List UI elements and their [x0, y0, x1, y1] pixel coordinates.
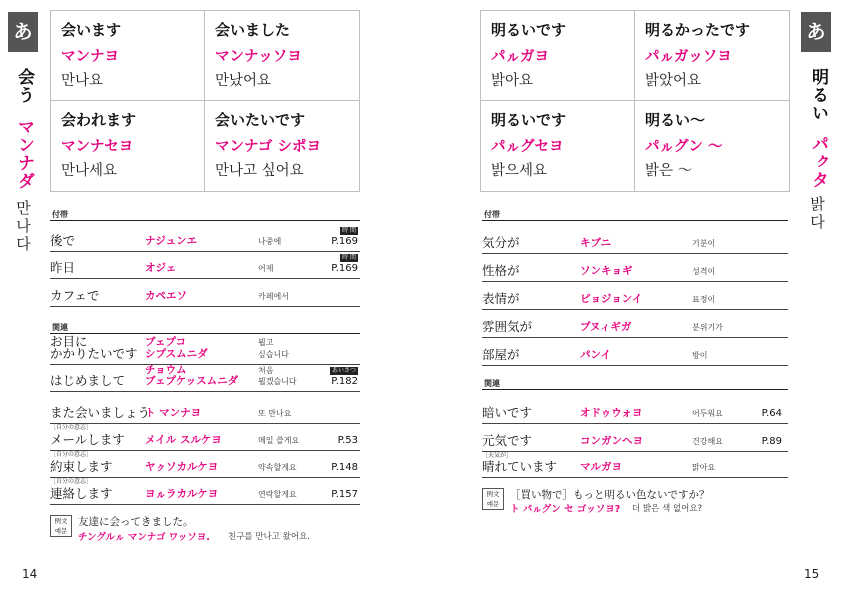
item-ja: 約束します	[50, 459, 113, 474]
item-ja: また会いましょう	[50, 405, 151, 420]
list-item	[482, 398, 788, 424]
left-fuutai-heading: 付帯	[52, 210, 68, 219]
grid-kana: マンナッソヨ	[215, 49, 302, 65]
item-ko: 어제	[258, 264, 274, 273]
grid-cell	[51, 11, 205, 101]
item-kana: ピョジョンイ	[580, 293, 643, 305]
example-icon	[50, 515, 72, 537]
context-tag: ［天気が］	[482, 452, 513, 459]
page-reference[interactable]: P.148	[331, 462, 358, 473]
example-label: 例文	[486, 490, 500, 498]
item-ja: お目に	[50, 334, 88, 349]
item-ko: 또 만나요	[258, 409, 292, 418]
grid-cell	[205, 11, 359, 101]
grid-cell	[481, 101, 635, 191]
grid-ko: 만나세요	[61, 163, 118, 179]
item-ja: カフェで	[50, 288, 100, 303]
item-kana: ソンキョギ	[580, 265, 633, 277]
item-ko: 카페에서	[258, 292, 289, 301]
right-headword-ja: 明るい	[808, 68, 828, 122]
grid-ja: 明るい〜	[645, 111, 706, 129]
example-ja: ［買い物で］もっと明るい色ないですか？	[510, 489, 710, 501]
item-kana: パンイ	[580, 349, 611, 361]
item-kana: シプスムニダ	[145, 348, 208, 360]
context-tag: ［自分の意志］	[50, 424, 93, 431]
example-kana: チングルㇽ マンナゴ ワッソヨ.	[78, 532, 210, 543]
context-tag: ［自分の意志］	[50, 478, 93, 485]
grid-kana: パㇽガッソヨ	[645, 49, 732, 65]
list-item	[482, 284, 788, 310]
left-conjugation-grid	[50, 10, 360, 192]
page-number: 14	[22, 567, 38, 581]
grid-ko: 만나고 싶어요	[215, 163, 304, 179]
item-kana: オジェ	[145, 262, 177, 274]
page-reference[interactable]: P.182	[331, 376, 358, 387]
grid-kana: マンナセヨ	[61, 139, 134, 155]
grid-ja: 会いたいです	[215, 111, 306, 129]
list-item	[482, 452, 788, 478]
example-ko: 친구를 만나고 왔어요.	[228, 532, 311, 542]
right-headword-kana: パㇰタ	[808, 135, 828, 189]
right-headword-ko: 밝다	[808, 196, 826, 232]
item-kana: マルガヨ	[580, 461, 622, 473]
item-ja: 性格が	[482, 263, 520, 278]
item-ja: 雰囲気が	[482, 319, 533, 334]
item-kana: ブェプコ	[145, 336, 186, 348]
left-headword-ko: 만나다	[14, 200, 32, 254]
right-conjugation-grid	[480, 10, 790, 192]
item-ja: 表情が	[482, 291, 520, 306]
example-ja: 友達に会ってきました。	[78, 516, 194, 528]
list-item	[482, 256, 788, 282]
item-ko: 기분이	[692, 239, 716, 248]
item-kana: コンガンヘヨ	[580, 435, 643, 447]
item-kana: ナジュンエ	[145, 235, 198, 247]
item-ko: 뵙겠습니다	[258, 377, 297, 386]
category-badge: 時 間	[342, 254, 356, 261]
grid-cell	[51, 101, 205, 191]
context-tag: ［自分の意志］	[50, 451, 93, 458]
list-item	[50, 253, 360, 279]
item-ko: 메일 쓸게요	[258, 436, 300, 445]
category-badge: あいさつ	[331, 367, 356, 374]
item-ja: 暗いです	[482, 405, 533, 420]
grid-kana: パㇽガヨ	[491, 49, 549, 65]
grid-cell	[205, 101, 359, 191]
item-ja: 後で	[50, 233, 76, 248]
item-kana: ヨㇽラカルケヨ	[145, 488, 219, 500]
grid-ko: 만났어요	[215, 73, 272, 89]
item-ja: 晴れています	[482, 459, 558, 474]
item-ko: 약속할게요	[258, 463, 297, 472]
item-ja: 気分が	[482, 235, 520, 250]
category-badge: 時 間	[342, 227, 356, 234]
example-ko: 더 밝은 색 없어요?	[632, 504, 703, 514]
grid-kana: パㇽグン 〜	[645, 139, 723, 155]
list-item	[50, 364, 360, 392]
list-item	[482, 228, 788, 254]
item-kana: ヤㇰソカルケヨ	[145, 461, 219, 473]
divider	[50, 333, 360, 334]
item-ko: 표정이	[692, 295, 716, 304]
page-reference[interactable]: P.169	[331, 263, 358, 274]
grid-ja: 明るいです	[491, 111, 567, 129]
grid-kana: マンナヨ	[61, 49, 119, 65]
grid-kana: マンナゴ シポヨ	[215, 139, 321, 155]
item-ja: 元気です	[482, 433, 533, 448]
example-kana: ト パㇽグン セ ゴッソヨ?	[510, 504, 621, 515]
item-ja: 部屋が	[482, 347, 520, 362]
example-label: 예문	[54, 527, 68, 535]
grid-ko: 밝았어요	[645, 73, 702, 89]
right-index-tab[interactable]: あ	[801, 12, 831, 52]
right-fuutai-heading: 付帯	[484, 210, 500, 219]
grid-cell	[635, 101, 789, 191]
item-ko: 뵙고	[258, 338, 274, 347]
grid-ko: 밝으세요	[491, 163, 548, 179]
item-ko: 건강해요	[692, 437, 723, 446]
right-kanren-heading: 関連	[484, 379, 500, 388]
divider	[482, 389, 788, 390]
page-reference[interactable]: P.89	[761, 436, 782, 447]
item-ja: かかりたいです	[50, 346, 138, 361]
item-ko: 싶습니다	[258, 350, 289, 359]
grid-ja: 明るいです	[491, 21, 567, 39]
grid-ja: 会われます	[61, 111, 137, 129]
item-ko: 나중에	[258, 237, 282, 246]
left-kanren-heading: 関連	[52, 323, 68, 332]
item-ko: 어두워요	[692, 409, 723, 418]
list-item	[50, 451, 360, 478]
left-headword-ja: 会う	[14, 68, 34, 104]
item-ja: はじめまして	[50, 373, 126, 388]
item-ja: 連絡します	[50, 486, 113, 501]
divider	[482, 220, 788, 221]
item-ko: 분위기가	[692, 323, 723, 332]
item-kana: ト マンナヨ	[145, 407, 202, 419]
list-item	[50, 226, 360, 252]
list-item	[50, 424, 360, 451]
divider	[50, 220, 360, 221]
list-item	[482, 340, 788, 366]
grid-cell	[635, 11, 789, 101]
item-kana: メイル スルケヨ	[145, 434, 222, 446]
example-label: 例文	[54, 517, 68, 525]
list-item	[50, 335, 360, 365]
list-item	[50, 478, 360, 505]
list-item	[50, 396, 360, 424]
page-reference[interactable]: P.53	[337, 435, 358, 446]
grid-ja: 明るかったです	[645, 21, 751, 39]
left-headword-kana: マンナダ	[14, 118, 34, 190]
list-item	[482, 426, 788, 452]
left-index-tab[interactable]: あ	[8, 12, 38, 52]
page-reference[interactable]: P.169	[331, 236, 358, 247]
grid-kana: パㇽグセヨ	[491, 139, 564, 155]
grid-ja: 会いました	[215, 21, 291, 39]
item-kana: プヌィギガ	[580, 321, 632, 333]
item-ko: 연락할게요	[258, 490, 297, 499]
page-number: 15	[804, 567, 820, 581]
item-ja: メールします	[50, 432, 125, 447]
item-ko: 성격이	[692, 267, 716, 276]
item-kana: ブェプケッスムニダ	[145, 375, 239, 387]
item-kana: キブニ	[580, 237, 611, 249]
item-kana: オドゥウォヨ	[580, 407, 643, 419]
item-ko: 처음	[258, 366, 274, 375]
item-ko: 맑아요	[692, 463, 716, 472]
grid-cell	[481, 11, 635, 101]
item-kana: チョウム	[145, 364, 187, 376]
list-item	[50, 281, 360, 307]
page-reference[interactable]: P.64	[761, 408, 782, 419]
grid-ko: 밝은 〜	[645, 163, 693, 179]
list-item	[482, 312, 788, 338]
grid-ko: 밝아요	[491, 73, 534, 89]
example-label: 예문	[486, 500, 500, 508]
item-kana: カペエソ	[145, 290, 187, 302]
item-ko: 방이	[692, 351, 708, 360]
grid-ko: 만나요	[61, 73, 104, 89]
item-ja: 昨日	[50, 260, 76, 275]
page-reference[interactable]: P.157	[331, 489, 358, 500]
grid-ja: 会います	[61, 21, 122, 39]
example-icon	[482, 488, 504, 510]
